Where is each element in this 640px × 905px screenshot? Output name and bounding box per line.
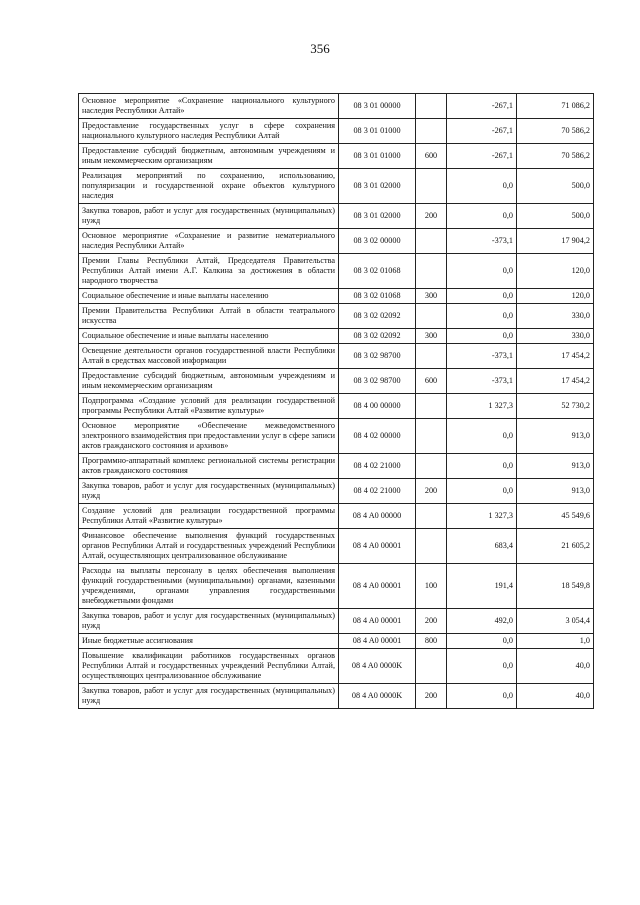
row-change-cell: -267,1 xyxy=(447,144,517,169)
row-sum-cell: 17 454,2 xyxy=(517,369,594,394)
row-code-cell: 08 4 A0 0000K xyxy=(339,684,416,709)
row-expense-type-cell: 100 xyxy=(416,564,447,609)
row-expense-type-cell xyxy=(416,229,447,254)
row-expense-type-cell xyxy=(416,504,447,529)
row-change-cell: 0,0 xyxy=(447,684,517,709)
row-name-cell: Повышение квалификации работников государственных органов Республики Алтай и государственных учреждений Республики Алтай, осуществляющих централизованное обслуживание xyxy=(79,649,339,684)
row-name-cell: Основное мероприятие «Сохранение и развитие нематериального наследия Республики Алтай» xyxy=(79,229,339,254)
row-code-cell: 08 3 01 01000 xyxy=(339,144,416,169)
row-sum-cell: 45 549,6 xyxy=(517,504,594,529)
table-row xyxy=(79,304,594,329)
row-expense-type-cell: 600 xyxy=(416,144,447,169)
row-change-cell: 191,4 xyxy=(447,564,517,609)
row-sum-cell: 500,0 xyxy=(517,204,594,229)
row-code-cell: 08 4 A0 00000 xyxy=(339,504,416,529)
table-row xyxy=(79,684,594,709)
row-sum-cell: 18 549,8 xyxy=(517,564,594,609)
row-code-cell: 08 3 02 00000 xyxy=(339,229,416,254)
table-row xyxy=(79,119,594,144)
row-sum-cell: 3 054,4 xyxy=(517,609,594,634)
row-sum-cell: 913,0 xyxy=(517,419,594,454)
table-row xyxy=(79,204,594,229)
row-code-cell: 08 3 02 98700 xyxy=(339,344,416,369)
row-code-cell: 08 3 01 02000 xyxy=(339,169,416,204)
row-name-cell: Предоставление субсидий бюджетным, автономным учреждениям и иным некоммерческим организациям xyxy=(79,144,339,169)
row-expense-type-cell xyxy=(416,169,447,204)
row-sum-cell: 71 086,2 xyxy=(517,94,594,119)
row-code-cell: 08 3 02 02092 xyxy=(339,304,416,329)
row-name-cell: Основное мероприятие «Обеспечение межведомственного электронного взаимодействия при предоставлении услуг в сфере записи актов гражданского состояния и архивов» xyxy=(79,419,339,454)
row-expense-type-cell: 300 xyxy=(416,329,447,344)
budget-table xyxy=(78,93,594,709)
row-change-cell: -267,1 xyxy=(447,94,517,119)
row-change-cell: 0,0 xyxy=(447,204,517,229)
table-row xyxy=(79,634,594,649)
row-change-cell: 0,0 xyxy=(447,304,517,329)
row-code-cell: 08 4 02 21000 xyxy=(339,454,416,479)
row-expense-type-cell: 800 xyxy=(416,634,447,649)
table-row xyxy=(79,369,594,394)
row-expense-type-cell: 300 xyxy=(416,289,447,304)
row-change-cell: 0,0 xyxy=(447,479,517,504)
table-row xyxy=(79,169,594,204)
row-change-cell: -373,1 xyxy=(447,229,517,254)
row-sum-cell: 21 605,2 xyxy=(517,529,594,564)
row-name-cell: Иные бюджетные ассигнования xyxy=(79,634,339,649)
row-name-cell: Премии Главы Республики Алтай, Председателя Правительства Республики Алтай имени А.Г. Калкина за достижения в области народного творчества xyxy=(79,254,339,289)
table-row xyxy=(79,504,594,529)
row-expense-type-cell xyxy=(416,344,447,369)
row-code-cell: 08 4 A0 00001 xyxy=(339,634,416,649)
row-change-cell: 0,0 xyxy=(447,289,517,304)
row-sum-cell: 330,0 xyxy=(517,304,594,329)
row-expense-type-cell: 200 xyxy=(416,479,447,504)
row-name-cell: Закупка товаров, работ и услуг для государственных (муниципальных) нужд xyxy=(79,204,339,229)
row-code-cell: 08 3 01 02000 xyxy=(339,204,416,229)
row-name-cell: Социальное обеспечение и иные выплаты населению xyxy=(79,329,339,344)
row-sum-cell: 500,0 xyxy=(517,169,594,204)
row-code-cell: 08 4 A0 00001 xyxy=(339,564,416,609)
row-name-cell: Создание условий для реализации государственной программы Республики Алтай «Развитие культуры» xyxy=(79,504,339,529)
row-sum-cell: 70 586,2 xyxy=(517,144,594,169)
table-row xyxy=(79,94,594,119)
row-name-cell: Основное мероприятие «Сохранение национального культурного наследия Республики Алтай» xyxy=(79,94,339,119)
row-change-cell: 1 327,3 xyxy=(447,394,517,419)
row-change-cell: 0,0 xyxy=(447,169,517,204)
row-name-cell: Социальное обеспечение и иные выплаты населению xyxy=(79,289,339,304)
row-code-cell: 08 3 02 01068 xyxy=(339,289,416,304)
row-name-cell: Предоставление государственных услуг в сфере сохранения национального культурного наследия Республики Алтай xyxy=(79,119,339,144)
row-expense-type-cell: 200 xyxy=(416,684,447,709)
row-expense-type-cell xyxy=(416,419,447,454)
row-code-cell: 08 3 01 00000 xyxy=(339,94,416,119)
row-name-cell: Освещение деятельности органов государственной власти Республики Алтай в средствах массовой информации xyxy=(79,344,339,369)
row-code-cell: 08 4 02 21000 xyxy=(339,479,416,504)
row-code-cell: 08 3 02 02092 xyxy=(339,329,416,344)
row-name-cell: Закупка товаров, работ и услуг для государственных (муниципальных) нужд xyxy=(79,684,339,709)
row-change-cell: 0,0 xyxy=(447,454,517,479)
row-change-cell: 0,0 xyxy=(447,329,517,344)
row-sum-cell: 913,0 xyxy=(517,454,594,479)
row-code-cell: 08 3 02 01068 xyxy=(339,254,416,289)
table-row xyxy=(79,609,594,634)
row-change-cell: 0,0 xyxy=(447,634,517,649)
row-name-cell: Подпрограмма «Создание условий для реализации государственной программы Республики Алтай «Развитие культуры» xyxy=(79,394,339,419)
row-sum-cell: 17 904,2 xyxy=(517,229,594,254)
table-row xyxy=(79,394,594,419)
table-row xyxy=(79,344,594,369)
table-row xyxy=(79,289,594,304)
table-row xyxy=(79,419,594,454)
row-change-cell: 492,0 xyxy=(447,609,517,634)
table-row xyxy=(79,529,594,564)
row-expense-type-cell xyxy=(416,529,447,564)
row-code-cell: 08 4 A0 00001 xyxy=(339,529,416,564)
row-expense-type-cell xyxy=(416,394,447,419)
row-sum-cell: 330,0 xyxy=(517,329,594,344)
row-sum-cell: 1,0 xyxy=(517,634,594,649)
row-name-cell: Закупка товаров, работ и услуг для государственных (муниципальных) нужд xyxy=(79,609,339,634)
row-name-cell: Предоставление субсидий бюджетным, автономным учреждениям и иным некоммерческим организациям xyxy=(79,369,339,394)
table-row xyxy=(79,229,594,254)
row-name-cell: Финансовое обеспечение выполнения функций государственных органов Республики Алтай и государственных учреждений Республики Алтай, осуществляющих централизованное обслуживание xyxy=(79,529,339,564)
row-change-cell: 0,0 xyxy=(447,419,517,454)
row-sum-cell: 40,0 xyxy=(517,649,594,684)
row-code-cell: 08 3 02 98700 xyxy=(339,369,416,394)
row-code-cell: 08 4 A0 0000K xyxy=(339,649,416,684)
row-name-cell: Программно-аппаратный комплекс региональной системы регистрации актов гражданского состояния xyxy=(79,454,339,479)
table-row xyxy=(79,454,594,479)
row-code-cell: 08 4 02 00000 xyxy=(339,419,416,454)
row-name-cell: Реализация мероприятий по сохранению, использованию, популяризации и государственной охране объектов культурного наследия xyxy=(79,169,339,204)
row-sum-cell: 40,0 xyxy=(517,684,594,709)
row-expense-type-cell: 200 xyxy=(416,609,447,634)
row-sum-cell: 52 730,2 xyxy=(517,394,594,419)
row-code-cell: 08 4 00 00000 xyxy=(339,394,416,419)
row-change-cell: 683,4 xyxy=(447,529,517,564)
row-expense-type-cell xyxy=(416,94,447,119)
row-expense-type-cell xyxy=(416,649,447,684)
row-code-cell: 08 3 01 01000 xyxy=(339,119,416,144)
row-expense-type-cell: 600 xyxy=(416,369,447,394)
row-name-cell: Премии Правительства Республики Алтай в области театрального искусства xyxy=(79,304,339,329)
row-change-cell: 0,0 xyxy=(447,254,517,289)
row-expense-type-cell: 200 xyxy=(416,204,447,229)
row-change-cell: -373,1 xyxy=(447,344,517,369)
table-row xyxy=(79,254,594,289)
row-change-cell: 1 327,3 xyxy=(447,504,517,529)
table-body xyxy=(79,94,594,709)
row-change-cell: 0,0 xyxy=(447,649,517,684)
table-row xyxy=(79,479,594,504)
row-name-cell: Расходы на выплаты персоналу в целях обеспечения выполнения функций государственными (муниципальными) органами, казенными учреждениями, органами управления государственными внебюджетными фондами xyxy=(79,564,339,609)
row-change-cell: -373,1 xyxy=(447,369,517,394)
row-sum-cell: 17 454,2 xyxy=(517,344,594,369)
row-code-cell: 08 4 A0 00001 xyxy=(339,609,416,634)
table-row xyxy=(79,144,594,169)
table-row xyxy=(79,564,594,609)
row-change-cell: -267,1 xyxy=(447,119,517,144)
row-sum-cell: 913,0 xyxy=(517,479,594,504)
row-name-cell: Закупка товаров, работ и услуг для государственных (муниципальных) нужд xyxy=(79,479,339,504)
row-sum-cell: 120,0 xyxy=(517,254,594,289)
table-row xyxy=(79,649,594,684)
row-expense-type-cell xyxy=(416,119,447,144)
row-expense-type-cell xyxy=(416,454,447,479)
row-sum-cell: 70 586,2 xyxy=(517,119,594,144)
row-expense-type-cell xyxy=(416,304,447,329)
row-sum-cell: 120,0 xyxy=(517,289,594,304)
row-expense-type-cell xyxy=(416,254,447,289)
page-number: 356 xyxy=(310,41,330,56)
table-row xyxy=(79,329,594,344)
